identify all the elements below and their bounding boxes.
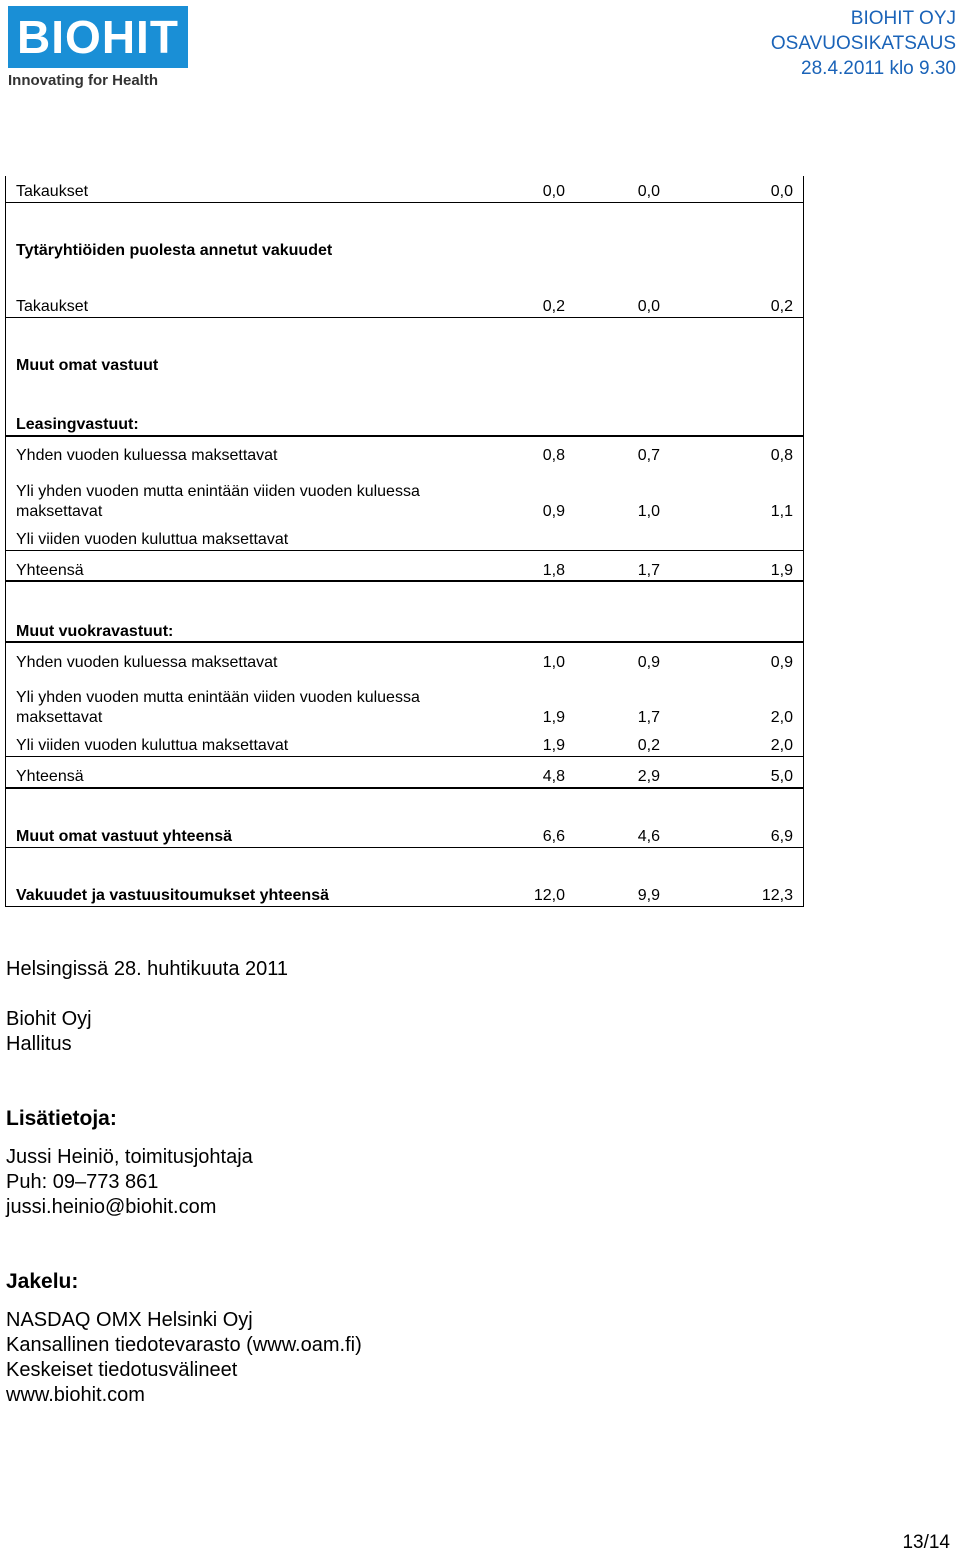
table-cell-value: 0,0: [770, 183, 793, 200]
table-cell-value: 1,9: [542, 709, 565, 726]
section-heading: Muut vuokravastuut:: [16, 623, 174, 640]
table-rule: [5, 550, 804, 551]
table-cell-value: 0,0: [542, 183, 565, 200]
table-row-label: Yhden vuoden kuluessa maksettavat: [16, 654, 278, 671]
table-cell-value: 0,9: [770, 654, 793, 671]
table-cell-value: 0,2: [542, 298, 565, 315]
table-cell-value: 0,8: [770, 447, 793, 464]
table-cell-value: 0,8: [542, 447, 565, 464]
table-row-label: maksettavat: [16, 709, 103, 726]
table-cell-value: 2,0: [770, 737, 793, 754]
signature-board: Hallitus: [6, 1033, 72, 1055]
table-rule: [5, 906, 804, 907]
table-row-label: Vakuudet ja vastuusitoumukset yhteensä: [16, 887, 329, 904]
section-heading: Leasingvastuut:: [16, 416, 139, 433]
table-rule: [5, 435, 804, 437]
signature-company: Biohit Oyj: [6, 1008, 92, 1030]
header-company: BIOHIT OYJ: [850, 8, 956, 29]
table-border-right: [803, 176, 804, 907]
table-cell-value: 1,0: [542, 654, 565, 671]
section-heading: Tytäryhtiöiden puolesta annetut vakuudet: [16, 242, 333, 259]
logo-tagline: Innovating for Health: [8, 72, 158, 89]
distribution-item: Keskeiset tiedotusvälineet: [6, 1359, 238, 1381]
distribution-item: NASDAQ OMX Helsinki Oyj: [6, 1309, 253, 1331]
contact-phone: Puh: 09–773 861: [6, 1171, 159, 1193]
table-cell-value: 6,9: [770, 828, 793, 845]
more-info-heading: Lisätietoja:: [6, 1107, 117, 1130]
table-cell-value: 1,9: [770, 562, 793, 579]
table-row-label: Yhden vuoden kuluessa maksettavat: [16, 447, 278, 464]
table-row-label: Yli viiden vuoden kuluttua maksettavat: [16, 737, 289, 754]
table-cell-value: 1,7: [637, 709, 660, 726]
table-row-label: Yhteensä: [16, 768, 84, 785]
table-row-label: Takaukset: [16, 183, 89, 200]
header-datetime: 28.4.2011 klo 9.30: [801, 58, 956, 79]
distribution-item[interactable]: www.biohit.com: [6, 1384, 145, 1406]
distribution-heading: Jakelu:: [6, 1270, 79, 1293]
header-report: OSAVUOSIKATSAUS: [770, 33, 956, 54]
place-date: Helsingissä 28. huhtikuuta 2011: [6, 958, 289, 980]
table-rule: [5, 317, 804, 318]
table-cell-value: 2,9: [637, 768, 660, 785]
table-cell-value: 0,2: [637, 737, 660, 754]
table-row-label: Muut omat vastuut yhteensä: [16, 828, 233, 845]
table-row-label: Yli viiden vuoden kuluttua maksettavat: [16, 531, 289, 548]
table-row-label: maksettavat: [16, 503, 103, 520]
section-heading: Muut omat vastuut: [16, 357, 159, 374]
table-cell-value: 9,9: [637, 887, 660, 904]
table-cell-value: 1,8: [542, 562, 565, 579]
table-cell-value: 12,3: [761, 887, 793, 904]
table-cell-value: 2,0: [770, 709, 793, 726]
table-cell-value: 0,2: [770, 298, 793, 315]
logo-text: BIOHIT: [17, 11, 179, 63]
table-cell-value: 1,9: [542, 737, 565, 754]
table-cell-value: 4,8: [542, 768, 565, 785]
table-row-label: Yhteensä: [16, 562, 84, 579]
page-number: 13/14: [902, 1532, 950, 1553]
table-cell-value: 0,9: [542, 503, 565, 520]
table-cell-value: 0,0: [637, 183, 660, 200]
contact-email[interactable]: jussi.heinio@biohit.com: [6, 1196, 217, 1218]
distribution-item: Kansallinen tiedotevarasto (www.oam.fi): [6, 1334, 362, 1356]
table-cell-value: 0,9: [637, 654, 660, 671]
table-cell-value: 1,1: [770, 503, 793, 520]
table-rule: [5, 756, 804, 757]
table-row-label: Yli yhden vuoden mutta enintään viiden vuoden kuluessa: [16, 483, 420, 500]
table-rule: [5, 787, 804, 789]
table-cell-value: 12,0: [533, 887, 565, 904]
table-cell-value: 0,7: [637, 447, 660, 464]
table-cell-value: 6,6: [542, 828, 565, 845]
table-rule: [5, 847, 804, 848]
table-rule: [5, 202, 804, 203]
table-cell-value: 1,7: [637, 562, 660, 579]
contact-name: Jussi Heiniö, toimitusjohtaja: [6, 1146, 253, 1168]
table-cell-value: 1,0: [637, 503, 660, 520]
table-border-left: [5, 176, 6, 907]
table-row-label: Yli yhden vuoden mutta enintään viiden vuoden kuluessa: [16, 689, 420, 706]
table-cell-value: 5,0: [770, 768, 793, 785]
table-rule: [5, 580, 804, 582]
table-cell-value: 0,0: [637, 298, 660, 315]
table-cell-value: 4,6: [637, 828, 660, 845]
table-row-label: Takaukset: [16, 298, 89, 315]
